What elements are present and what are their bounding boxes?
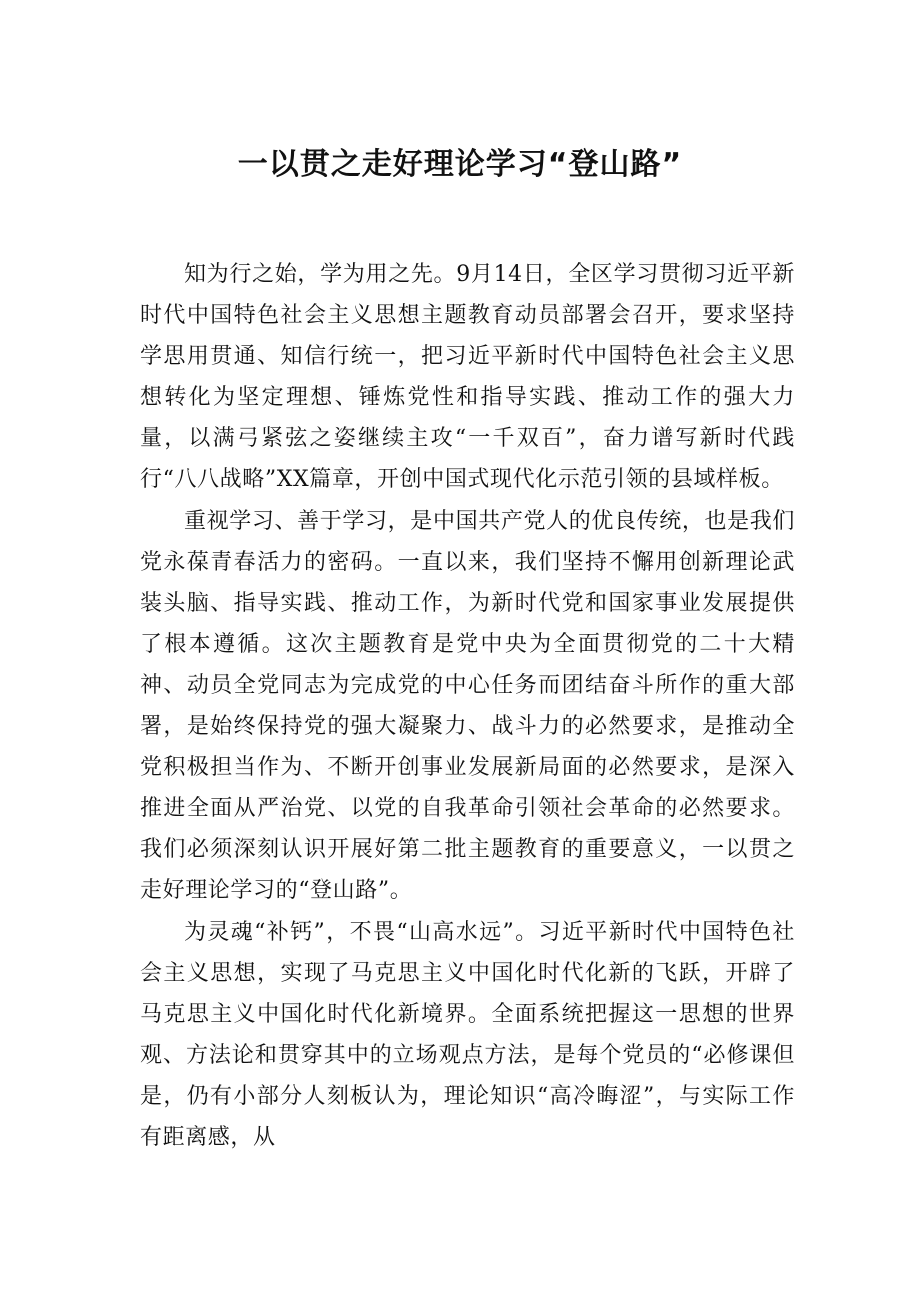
paragraph-3: 为灵魂“补钙”，不畏“山高水远”。习近平新时代中国特色社会主义思想，实现了马克思主义中国化时代化新的飞跃，开辟了马克思主义中国化时代化新境界。全面系统把握这一思想的世界观、方法论和贯穿其中的立场观点方法，是每个党员的“必修课但是，仍有小部分人刻板认为，理论知识“高冷晦涩”，与实际工作有距离感，从 [140, 919, 795, 1150]
paragraph-2: 重视学习、善于学习，是中国共产党人的优良传统，也是我们党永葆青春活力的密码。一直以来，我们坚持不懈用创新理论武装头脑、指导实践、推动工作，为新时代党和国家事业发展提供了根本遵循。这次主题教育是党中央为全面贯彻党的二十大精神、动员全党同志为完成党的中心任务而团结奋斗所作的重大部署，是始终保持党的强大凝聚力、战斗力的必然要求，是推动全党积极担当作为、不断开创事业发展新局面的必然要求，是深入推进全面从严治党、以党的自我革命引领社会革命的必然要求。我们必须深刻认识开展好第二批主题教育的重要意义，一以贯之走好理论学习的“登山路”。 [140, 508, 795, 904]
document-title: 一以贯之走好理论学习“登山路” [237, 147, 683, 182]
document-body [140, 254, 795, 1158]
paragraph-1: 知为行之始，学为用之先。9月14日，全区学习贯彻习近平新时代中国特色社会主义思想主题教育动员部署会召开，要求坚持学思用贯通、知信行统一，把习近平新时代中国特色社会主义思想转化为坚定理想、锤炼党性和指导实践、推动工作的强大力量，以满弓紧弦之姿继续主攻“一千双百”，奋力谱写新时代践行“八八战略”XX篇章，开创中国式现代化示范引领的县域样板。 [140, 262, 795, 493]
